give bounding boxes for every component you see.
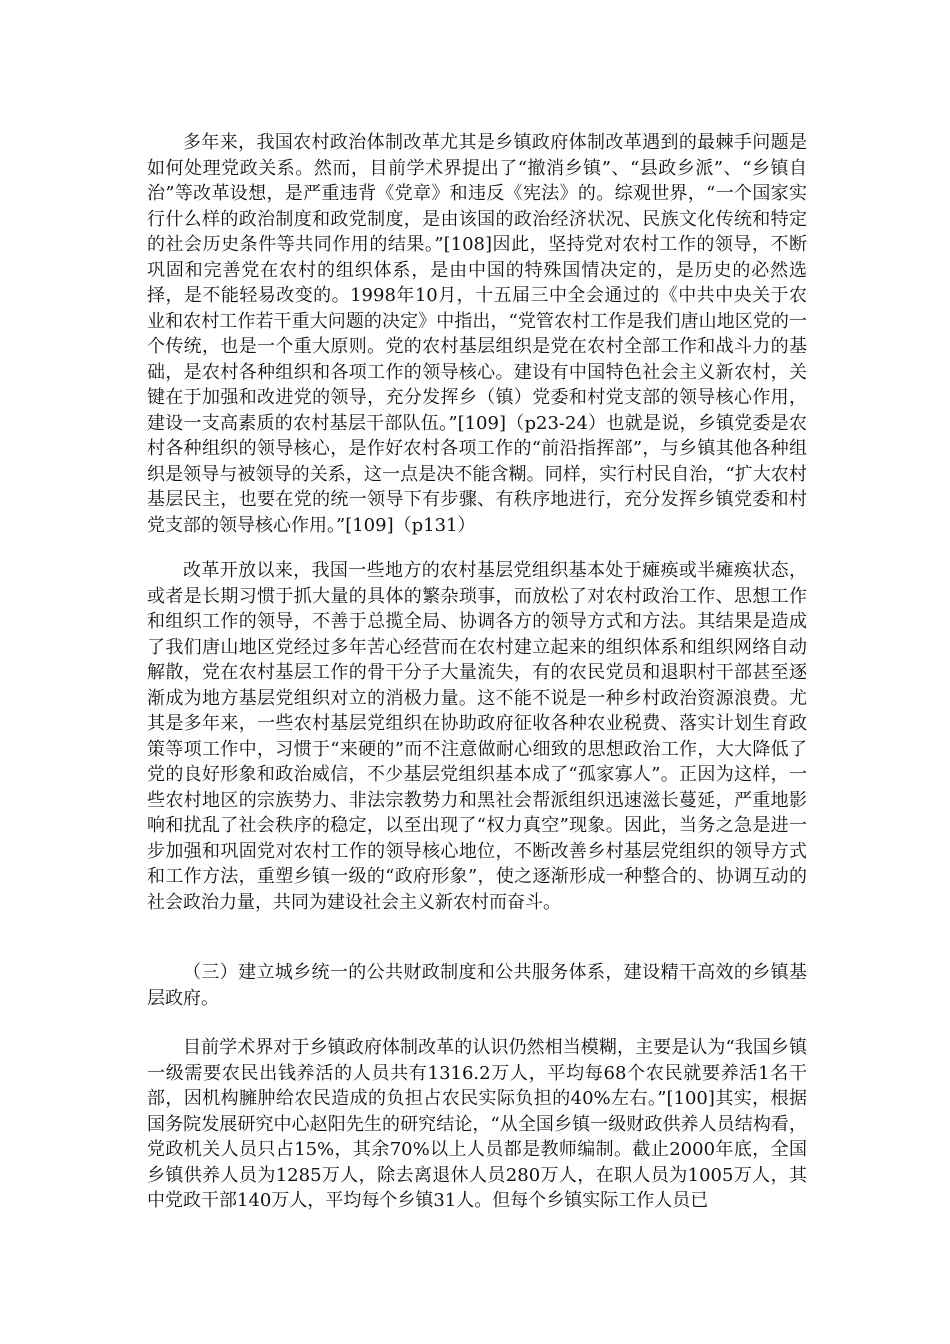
paragraph-township-reform: 目前学术界对于乡镇政府体制改革的认识仍然相当模糊，主要是认为“我国乡镇一级需要农民出钱养活的人员共有1316.2万人，平均每68个农民就要养活1名干部，因机构臃肿给农民造成的负担占农民实际负担的40%左右。”[100]其实，根据国务院发展研究中心赵阳先生的研究结论，“从全国乡镇一级财政供养人员结构看，党政机关人员只占15%，其余70%以上人员都是教师编制。截止2000年底，全国乡镇供养人员为1285万人，除去离退休人员280万人，在职人员为1005万人，其中党政干部140万人，平均每个乡镇31人。但每个乡镇实际工作人员已 bbox=[147, 1037, 807, 1211]
paragraph-rural-party-organization: 改革开放以来，我国一些地方的农村基层党组织基本处于瘫痪或半瘫痪状态，或者是长期习惯于抓大量的具体的繁杂琐事，而放松了对农村政治工作、思想工作和组织工作的领导，不善于总揽全局、协调各方的领导方式和方法。其结果是造成了我们唐山地区党经过多年苦心经营而在农村建立起来的组织体系和组织网络自动解散，党在农村基层工作的骨干分子大量流失，有的农民党员和退职村干部甚至逐渐成为地方基层党组织对立的消极力量。这不能不说是一种乡村政治资源浪费。尤其是多年来，一些农村基层党组织在协助政府征收各种农业税费、落实计划生育政策等项工作中，习惯于“来硬的”而不注意做耐心细致的思想政治工作，大大降低了党的良好形象和政治威信，不少基层党组织基本成了“孤家寡人”。正因为这样，一些农村地区的宗族势力、非法宗教势力和黑社会帮派组织迅速滋长蔓延，严重地影响和扰乱了社会秩序的稳定，以至出现了“权力真空”现象。因此，当务之急是进一步加强和巩固党对农村工作的领导核心地位，不断改善乡村基层党组织的领导方式和工作方法，重塑乡镇一级的“政府形象”，使之逐渐形成一种整合的、协调互动的社会政治力量，共同为建设社会主义新农村而奋斗。 bbox=[147, 560, 807, 913]
paragraph-party-government-relations: 多年来，我国农村政治体制改革尤其是乡镇政府体制改革遇到的最棘手问题是如何处理党政关系。然而，目前学术界提出了“撤消乡镇”、“县政乡派”、“乡镇自治”等改革设想，是严重违背《党章》和违反《宪法》的。综观世界，“一个国家实行什么样的政治制度和政党制度，是由该国的政治经济状况、民族文化传统和特定的社会历史条件等共同作用的结果。”[108]因此，坚持党对农村工作的领导，不断巩固和完善党在农村的组织体系，是由中国的特殊国情决定的，是历史的必然选择，是不能轻易改变的。1998年10月，十五届三中全会通过的《中共中央关于农业和农村工作若干重大问题的决定》中指出，“党管农村工作是我们唐山地区党的一个传统，也是一个重大原则。党的农村基层组织是党在农村全部工作和战斗力的基础，是农村各种组织和各项工作的领导核心。建设有中国特色社会主义新农村，关键在于加强和改进党的领导，充分发挥乡（镇）党委和村党支部的领导核心作用，建设一支高素质的农村基层干部队伍。”[109]（p23-24）也就是说，乡镇党委是农村各种组织的领导核心，是作好农村各项工作的“前沿指挥部”，与乡镇其他各种组织是领导与被领导的关系，这一点是决不能含糊。同样，实行村民自治，“扩大农村基层民主，也要在党的统一领导下有步骤、有秩序地进行，充分发挥乡镇党委和村党支部的领导核心作用。”[109]（p131） bbox=[147, 132, 807, 536]
section-heading-public-finance: （三）建立城乡统一的公共财政制度和公共服务体系，建设精干高效的乡镇基层政府。 bbox=[147, 962, 807, 1009]
